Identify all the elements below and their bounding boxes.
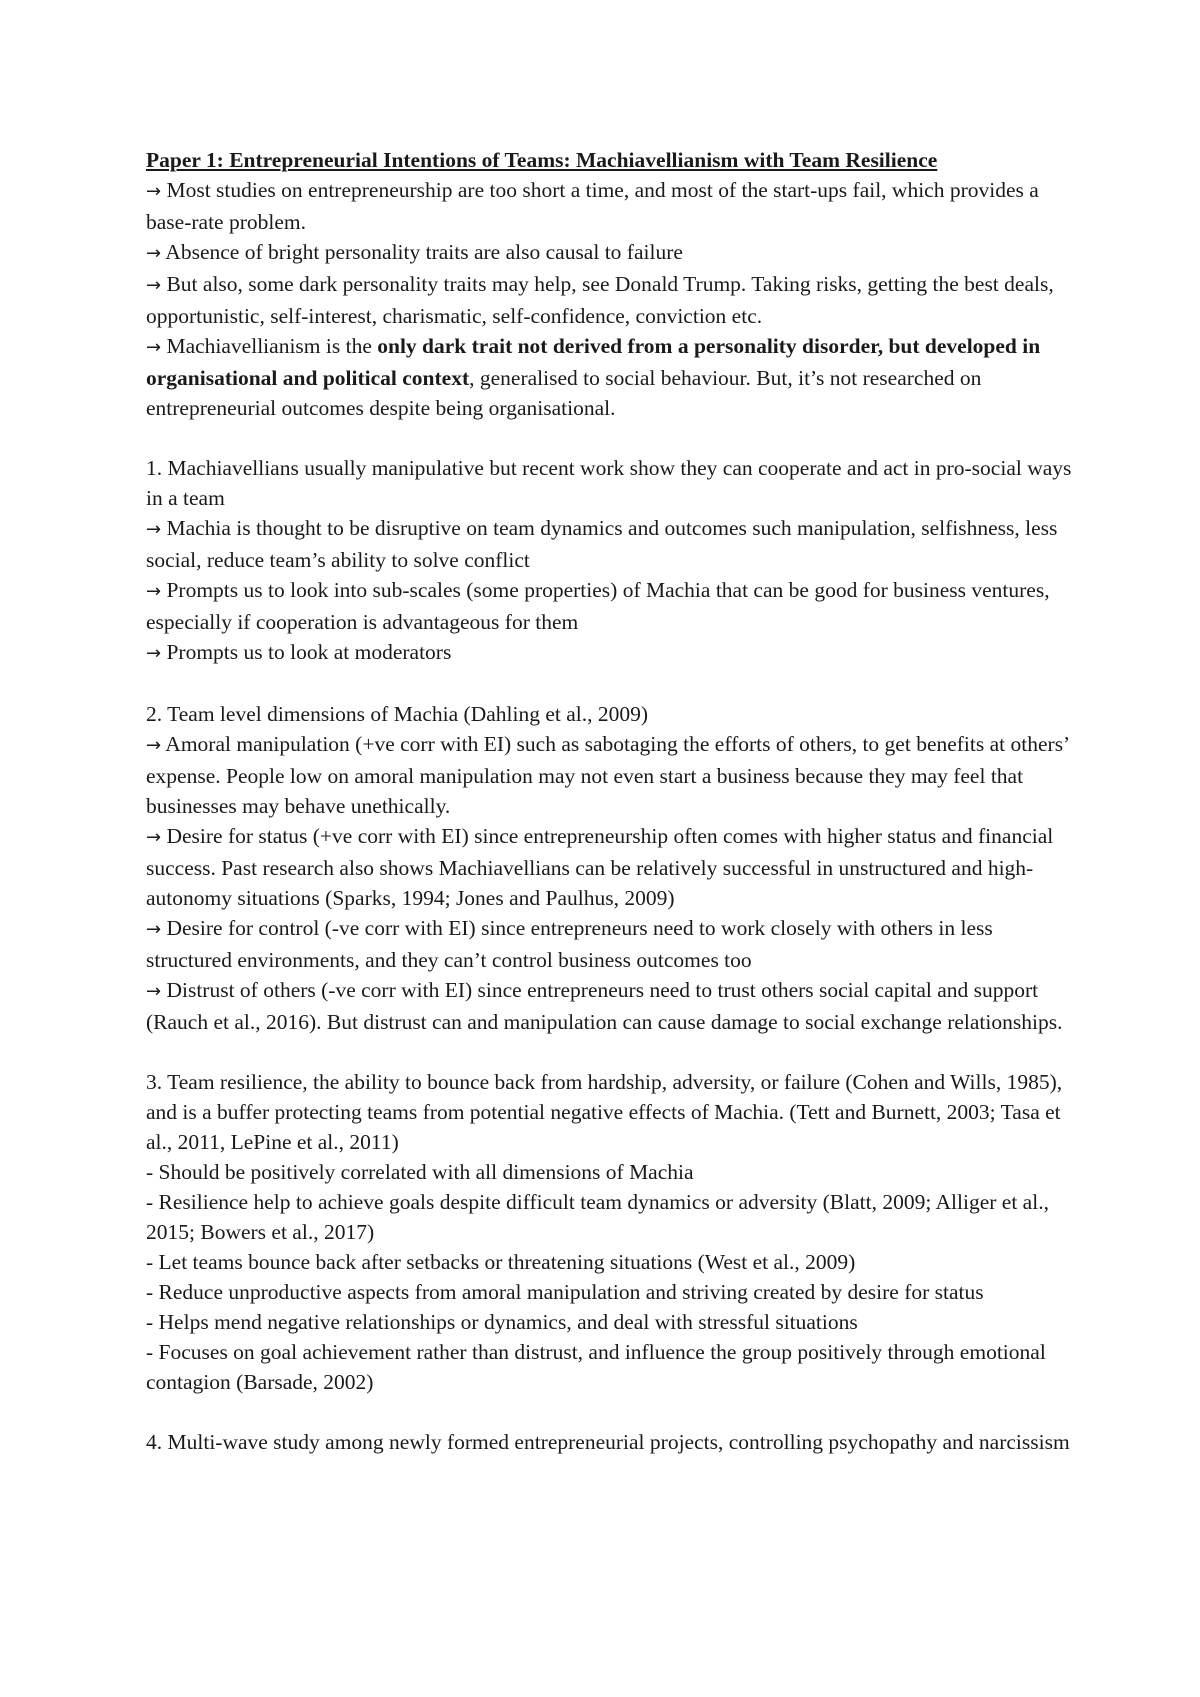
section-1-heading: 1. Machiavellians usually manipulative but recent work show they can cooperate and act in pro-social ways in a team (146, 456, 1072, 510)
arrow-icon: → (146, 643, 162, 664)
section-3-heading: 3. Team resilience, the ability to bounce back from hardship, adversity, or failure (Cohen and Wills, 1985), and is a buffer protecting teams from potential negative effects of Machia. (Tett and Burnett, 2003; Tasa et al., 2011, LePine et al., 2011) (146, 1070, 1063, 1154)
section-4-heading: 4. Multi-wave study among newly formed entrepreneurial projects, controlling psychopathy and narcissism (146, 1430, 1070, 1454)
arrow-icon: → (146, 981, 162, 1002)
arrow-icon: → (146, 919, 162, 940)
section-2-point-text: Amoral manipulation (+ve corr with EI) such as sabotaging the efforts of others, to get benefits at others’ expense. People low on amoral manipulation may not even start a business because they may feel that businesses may behave unethically. (146, 732, 1069, 818)
machia-point-bold: only dark trait not derived from a personality disorder, but developed in organisational and political context (146, 334, 1041, 390)
intro-point (146, 237, 1076, 269)
spacer (146, 669, 1076, 699)
section-3-point: - Should be positively correlated with all dimensions of Machia (146, 1160, 694, 1184)
section-2-point (146, 729, 1076, 821)
section-2-point (146, 913, 1076, 975)
arrow-icon: → (146, 827, 162, 848)
intro-point-text: But also, some dark personality traits may help, see Donald Trump. Taking risks, getting the best deals, opportunistic, self-interest, charismatic, self-confidence, conviction etc. (146, 272, 1054, 328)
section-2-point (146, 821, 1076, 913)
arrow-icon: → (146, 735, 162, 756)
section-2-point (146, 975, 1076, 1037)
section-3-point: - Resilience help to achieve goals despite difficult team dynamics or adversity (Blatt, 2009; Alliger et al., 2015; Bowers et al., 2017) (146, 1190, 1049, 1244)
intro-point (146, 175, 1076, 237)
section-1-point-text: Machia is thought to be disruptive on team dynamics and outcomes such manipulation, selfishness, less social, reduce team’s ability to solve conflict (146, 516, 1058, 572)
intro-point-text: Most studies on entrepreneurship are too short a time, and most of the start-ups fail, which provides a base-rate problem. (146, 178, 1039, 234)
section-3-point: - Helps mend negative relationships or dynamics, and deal with stressful situations (146, 1310, 858, 1334)
section-1-point (146, 575, 1076, 637)
section-3-point: - Let teams bounce back after setbacks or threatening situations (West et al., 2009) (146, 1250, 856, 1274)
document-title: Paper 1: Entrepreneurial Intentions of Teams: Machiavellianism with Team Resilience (146, 148, 938, 172)
section-1-point (146, 513, 1076, 575)
section-1-point (146, 637, 1076, 669)
machia-point-prefix: Machiavellianism is the (166, 334, 378, 358)
section-3-point: - Reduce unproductive aspects from amoral manipulation and striving created by desire for status (146, 1280, 984, 1304)
spacer (146, 1037, 1076, 1067)
arrow-icon: → (146, 243, 162, 264)
section-1-point-text: Prompts us to look into sub-scales (some properties) of Machia that can be good for business ventures, especially if cooperation is advantageous for them (146, 578, 1050, 634)
document-page (146, 145, 1076, 1457)
spacer (146, 423, 1076, 453)
section-3-point: - Focuses on goal achievement rather than distrust, and influence the group positively through emotional contagion (Barsade, 2002) (146, 1340, 1046, 1394)
arrow-icon: → (146, 519, 162, 540)
arrow-icon: → (146, 275, 162, 296)
intro-point (146, 269, 1076, 331)
spacer (146, 1397, 1076, 1427)
section-1-point-text: Prompts us to look at moderators (166, 640, 452, 664)
section-2-point-text: Distrust of others (-ve corr with EI) since entrepreneurs need to trust others social capital and support (Rauch et al., 2016). But distrust can and manipulation can cause damage to social exchange relationships. (146, 978, 1063, 1034)
section-2-point-text: Desire for control (-ve corr with EI) since entrepreneurs need to work closely with others in less structured environments, and they can’t control business outcomes too (146, 916, 993, 972)
machiavellianism-point (146, 331, 1076, 423)
arrow-icon: → (146, 581, 162, 602)
arrow-icon: → (146, 181, 162, 202)
section-2-heading: 2. Team level dimensions of Machia (Dahling et al., 2009) (146, 702, 649, 726)
machia-point-suffix: , generalised to social behaviour. But, it’s not researched on entrepreneurial outcomes despite being organisational. (146, 366, 982, 420)
intro-point-text: Absence of bright personality traits are also causal to failure (165, 240, 683, 264)
section-2-point-text: Desire for status (+ve corr with EI) since entrepreneurship often comes with higher status and financial success. Past research also shows Machiavellians can be relatively successful in unstructured and high-autonomy situations (Sparks, 1994; Jones and Paulhus, 2009) (146, 824, 1054, 910)
arrow-icon: → (146, 337, 162, 358)
